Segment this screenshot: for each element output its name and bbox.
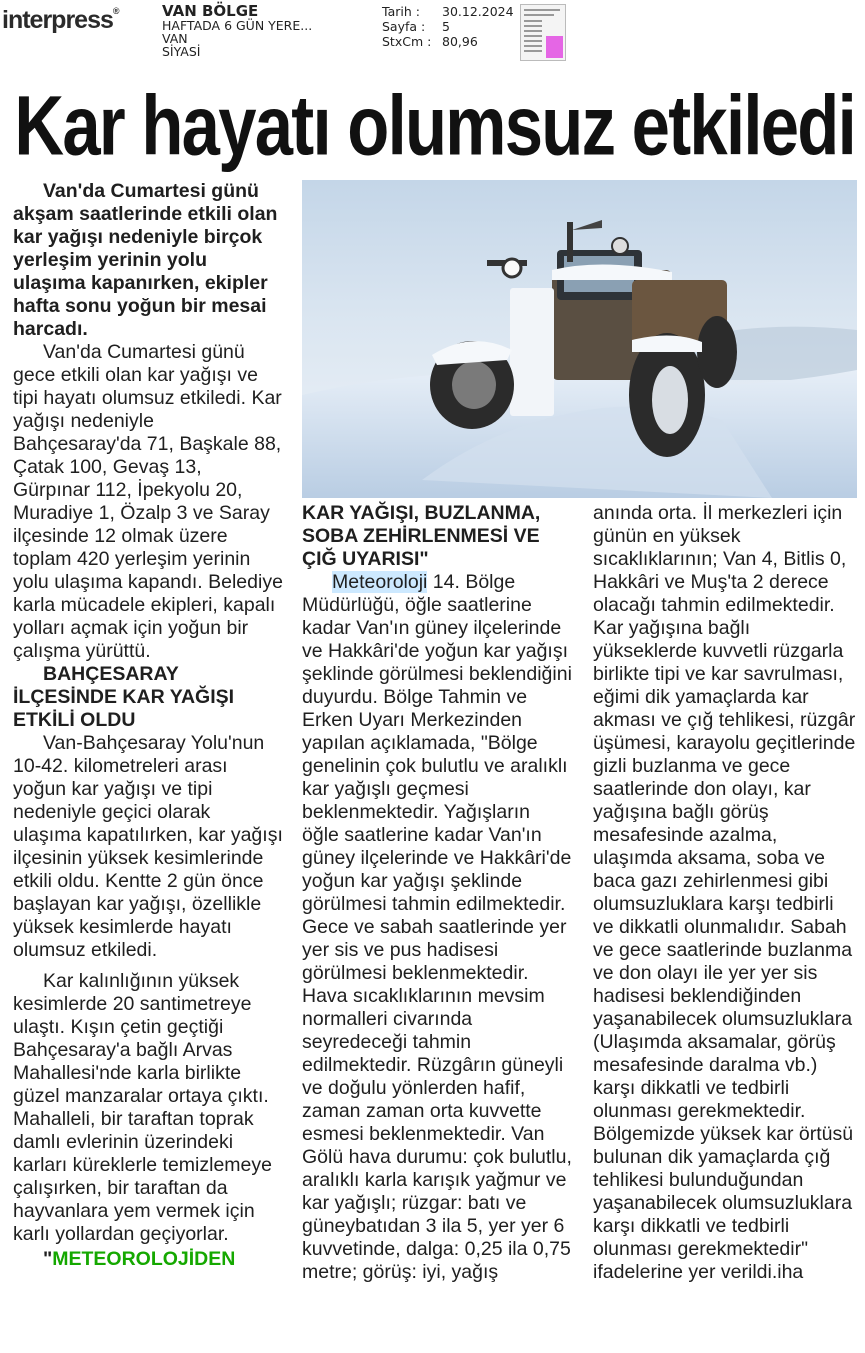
page-thumbnail[interactable] [520, 4, 566, 61]
publication-info [162, 4, 312, 58]
article-title-text: Kar hayatı olumsuz etkiledi [14, 78, 855, 173]
snow-grader-photo [302, 180, 857, 498]
subheading-tail [13, 1248, 283, 1271]
paragraph [302, 571, 572, 1284]
logo-registered-mark: ® [112, 6, 119, 16]
stxcm-row [382, 34, 514, 49]
clip-meta [382, 4, 514, 49]
paragraph-text: 14. Bölge Müdürlüğü, öğle saatlerine kadar Van'ın güney ilçelerinde ve Hakkâri'de yoğun kar yağışı şeklinde görülmesi beklendiğini duyurdu. Bölge Tahmin ve Erken Uyarı Merkezinden yapılan açıklamada, "Bölge genelinin çok bulutlu ve aralıklı kar yağışlı geçmesi beklenmektedir. Yağışların öğle saatlerine kadar Van'ın güney ilçelerinde ve Hakkâri'de yoğun kar yağışı şeklinde görülmesi tahmin edilmektedir. Gece ve sabah saatlerinde yer yer sis ve pus hadisesi görülmesi beklenmektedir. Hava sıcaklıklarının mevsim normalleri civarında seyredeceği tahmin edilmektedir. Rüzgârın güneyli ve doğulu yönlerden hafif, zaman zaman orta kuvvette esmesi beklenmektedir. Van Gölü hava durumu: çok bulutlu, aralıklı karla karışık yağmur ve kar yağışlı; rüzgar: batı ve güneybatıdan 3 ila 5, yer yer 6 kuvvetinde, dalga: 0,25 ila 0,75 metre; görüş: iyi, yağış [302, 571, 572, 1283]
category: SİYASİ [162, 44, 201, 59]
stxcm-label: StxCm : [382, 34, 432, 49]
city: VAN [162, 31, 188, 46]
quote-mark: " [43, 1248, 53, 1270]
date-label: Tarih : [382, 4, 420, 19]
article-title [12, 76, 857, 176]
article-column-3 [593, 502, 858, 1284]
paragraph: Kar kalınlığının yüksek kesimlerde 20 santimetreye ulaştı. Kışın çetin geçtiği Bahçesaray'a bağlı Arvas Mahallesi'nde karla birlikte güzel manzaralar ortaya çıktı. Mahalleli, bir taraftan toprak damlı evlerinin üzerindeki karları küreklerle temizlemeye çalışırken, bir taraftan da hayvanlara yem vermek için karlı yollardan geçiyorlar. [13, 970, 272, 1245]
page-row [382, 19, 514, 34]
date-row [382, 4, 514, 19]
date-value: 30.12.2024 [442, 4, 514, 19]
logo-text: interpress [2, 6, 113, 34]
lead-paragraph: Van'da Cumartesi günü akşam saatlerinde etkili olan kar yağışı nedeniyle birçok yerleşim yerinin yolu ulaşıma kapanırken, ekipler hafta sonu yoğun bir mesai harcadı. [13, 180, 278, 340]
headline-short: HAFTADA 6 GÜN YERE... [162, 18, 313, 33]
page-label: Sayfa : [382, 19, 426, 34]
subheading: BAHÇESARAY İLÇESİNDE KAR YAĞIŞI ETKİLİ OLDU [13, 663, 235, 731]
highlighted-keyword: METEOROLOJİDEN [52, 1248, 236, 1270]
publication-name: VAN BÖLGE [162, 2, 259, 20]
article-column-1 [13, 180, 283, 1271]
article-column-2 [302, 502, 572, 1284]
highlighted-keyword: Meteoroloji [332, 571, 428, 593]
subheading: KAR YAĞIŞI, BUZLANMA, SOBA ZEHİRLENMESİ VE ÇIĞ UYARISI" [302, 502, 541, 570]
paragraph: Van'da Cumartesi günü gece etkili olan kar yağışı ve tipi hayatı olumsuz etkiledi. Kar yağışı nedeniyle Bahçesaray'da 71, Başkale 88, Çatak 100, Gevaş 13, Gürpınar 112, İpekyolu 20, Muradiye 1, Özalp 3 ve Saray ilçesinde 12 olmak üzere toplam 420 yerleşim yerinin yolu ulaşıma kapandı. Belediye karla mücadele ekipleri, kapalı yolları açmak için yoğun bir çalışma yürüttü. [13, 341, 283, 662]
paragraph: Van-Bahçesaray Yolu'nun 10-42. kilometreleri arası yoğun kar yağışı ve tipi nedeniyle geçici olarak ulaşıma kapatılırken, kar yağışı ilçesinin yüksek kesimlerinde etkili oldu. Kentte 2 gün önce başlayan kar yağışı, özellikle yüksek kesimlerde hayatı olumsuz etkiledi. [13, 732, 283, 961]
page-value: 5 [442, 19, 450, 34]
paragraph: anında orta. İl merkezleri için günün en yüksek sıcaklıklarının; Van 4, Bitlis 0, Hakkâri ve Muş'ta 2 derece olacağı tahmin edilmektedir. Kar yağışına bağlı yükseklerde kuvvetli rüzgarla birlikte tipi ve kar savrulması, eğimi dik yamaçlarda kar akması ve çığ tehlikesi, rüzgâr üşümesi, karayolu geçitlerinde gizli buzlanma ve gece saatlerinde don olayı, kar yağışına bağlı görüş mesafesinde azalma, ulaşımda aksama, soba ve baca gazı zehirlenmesi gibi olumsuzluklara karşı tedbirli ve dikkatli olunmalıdır. Sabah ve gece saatlerinde buzlanma ve don olayı ile yer yer sis hadisesi beklendiğinden yaşanabilecek olumsuzluklara (Ulaşımda aksamalar, görüş mesafesinde daralma vb.) karşı dikkatli ve tedbirli olunması gerekmektedir. Bölgemizde yüksek kar örtüsü bulunan dik yamaçlarda çığ tehlikesi bulunduğundan yaşanabilecek olumsuzluklara karşı dikkatli ve tedbirli olunması gerekmektedir" ifadelerine yer verildi.iha [593, 502, 856, 1283]
interpress-logo [2, 6, 119, 35]
stxcm-value: 80,96 [442, 34, 478, 49]
